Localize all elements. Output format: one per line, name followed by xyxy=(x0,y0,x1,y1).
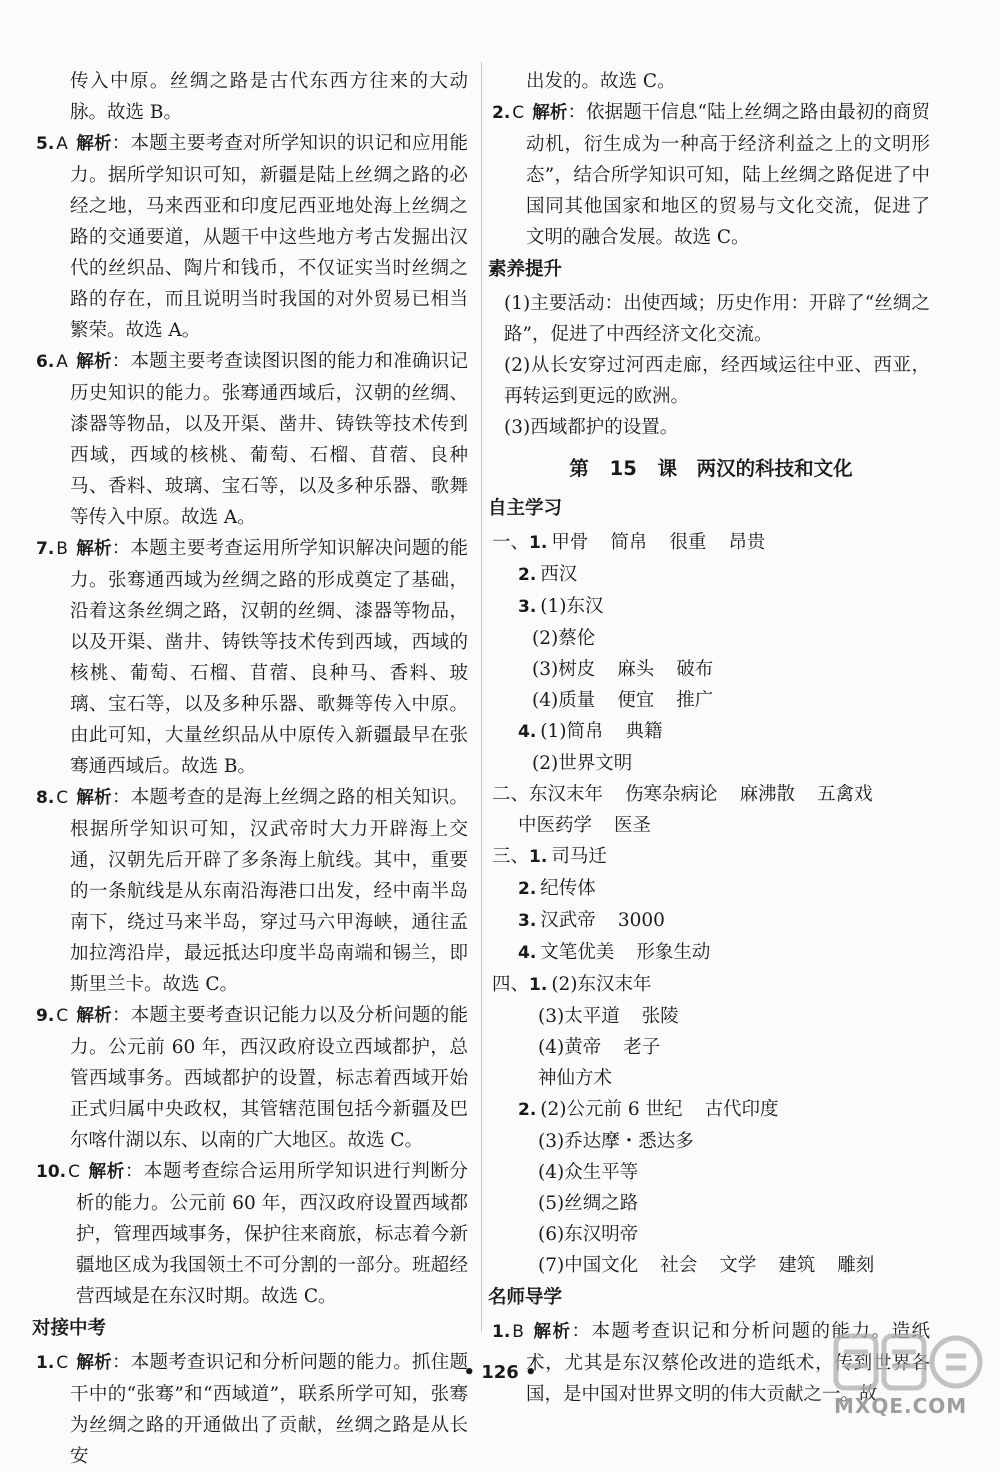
answer-row: 4. 文笔优美 形象生动 xyxy=(518,942,711,963)
answer-row: (4)众生平等 xyxy=(538,1162,639,1183)
section-heading-literacy: 素养提升 xyxy=(488,259,563,280)
page-number: • 126 • xyxy=(463,1362,537,1383)
answer-row: 三、1. 司马迁 xyxy=(492,846,607,867)
answer-item: 2. C 解析：依据题干信息“陆上丝绸之路由最初的商贸动机，衍生成为一种高于经济利益之上的文明形态”，结合所学知识可知，陆上丝绸之路促进了中国同其他国家和地区的贸易与文化交流，促进了文明的融合发展。故选 C。 xyxy=(492,102,931,248)
answer-row: (6)东汉明帝 xyxy=(538,1224,639,1245)
continued-text: 出发的。故选 C。 xyxy=(526,71,676,92)
answer-row: 一、1. 甲骨 简帛 很重 昂贵 xyxy=(492,532,766,553)
section-heading-self-study: 自主学习 xyxy=(488,498,563,519)
answer-row: (7)中国文化 社会 文学 建筑 雕刻 xyxy=(538,1255,875,1276)
answer-row: (5)丝绸之路 xyxy=(538,1193,639,1214)
answer-item: 10. C 解析：本题考查综合运用所学知识进行判断分析的能力。公元前 60 年，西汉政府设置西域都护，管理西域事务，保护往来商旅，标志着今新疆地区成为我国领土不可分割的一部分。班超经营西域是在东汉时期。故选 C。 xyxy=(36,1161,469,1307)
answer-row: (3)太平道 张陵 xyxy=(538,1006,679,1027)
section-heading-teacher-guide: 名师导学 xyxy=(488,1287,563,1308)
answer-row: 3. 汉武帝 3000 xyxy=(518,910,665,931)
answer-row: 2. (2)公元前 6 世纪 古代印度 xyxy=(518,1099,779,1120)
answer-row: 四、1. (2)东汉末年 xyxy=(492,974,652,995)
answer-row: (3)乔达摩・悉达多 xyxy=(538,1131,694,1152)
answer-row: 中医药学 医圣 xyxy=(518,815,652,836)
answer-row: (2)世界文明 xyxy=(532,753,633,774)
answer-row: (2)蔡伦 xyxy=(532,628,596,649)
answer-row: 2. 纪传体 xyxy=(518,878,596,899)
answer-item: 9. C 解析：本题主要考查识记能力以及分析问题的能力。公元前 60 年，西汉政府设立西域都护，总管西域事务。西域都护的设置，标志着西域开始正式归属中央政权，其管辖范围包括今新疆及巴尔喀什湖以东、以南的广大地区。故选 C。 xyxy=(36,1005,468,1151)
literacy-answer: (3)西域都护的设置。 xyxy=(504,417,679,438)
answer-item: 1. C 解析：本题考查识记和分析问题的能力。抓住题干中的“张骞”和“西域道”，联系所学可知，张骞为丝绸之路的开通做出了贡献，丝绸之路是从长安 xyxy=(36,1352,468,1467)
answer-item: 7. B 解析：本题主要考查运用所学知识解决问题的能力。张骞通西域为丝绸之路的形成奠定了基础，沿着这条丝绸之路，汉朝的丝绸、漆器等物品，以及开渠、凿井、铸铁等技术传到西域，西域的核桃、葡萄、石榴、苜蓿、良种马、香料、玻璃、宝石等，以及多种乐器、歌舞等传入中原。由此可知，大量丝织品从中原传入新疆最早在张骞通西域后。故选 B。 xyxy=(36,538,468,777)
watermark-url: MXQE.COM xyxy=(834,1394,968,1418)
answer-row: 2. 西汉 xyxy=(518,564,578,585)
literacy-answer: (2)从长安穿过河西走廊，经西域运往中亚、西亚，再转运到更远的欧洲。 xyxy=(504,355,930,407)
answer-row: 4. (1)简帛 典籍 xyxy=(518,721,663,742)
left-column xyxy=(32,66,469,1472)
answer-item: 5. A 解析：本题主要考查对所学知识的识记和应用能力。据所学知识可知，新疆是陆上丝绸之路的必经之地，马来西亚和印度尼西亚地处海上丝绸之路的交通要道，从题干中这些地方考古发掘出汉代的丝织品、陶片和钱币，不仅证实当时丝绸之路的存在，而且说明当时我国的对外贸易已相当繁荣。故选 A。 xyxy=(36,133,468,341)
answer-row: (4)质量 便宜 推广 xyxy=(532,690,714,711)
section-heading-exam: 对接中考 xyxy=(32,1318,107,1339)
self-study-answers xyxy=(492,527,930,1281)
answer-row: 二、东汉末年 伤寒杂病论 麻沸散 五禽戏 xyxy=(492,784,873,805)
literacy-answer: (1)主要活动：出使西域；历史作用：开辟了“丝绸之路”，促进了中西经济文化交流。 xyxy=(504,293,930,345)
continued-text: 传入中原。丝绸之路是古代东西方往来的大动脉。故选 B。 xyxy=(70,71,468,123)
answer-item: 1. B 解析：本题考查识记和分析问题的能力。造纸术，尤其是东汉蔡伦改进的造纸术，传到世界各国，是中国对世界文明的伟大贡献之一。故 xyxy=(492,1321,930,1405)
answer-row: 神仙方术 xyxy=(538,1068,613,1089)
answer-row: (4)黄帝 老子 xyxy=(538,1037,661,1058)
column-divider xyxy=(481,62,482,1332)
lesson-title: 第 15 课 两汉的科技和文化 xyxy=(569,457,853,480)
answer-list-1 xyxy=(36,128,468,1312)
answer-row: (3)树皮 麻头 破布 xyxy=(532,659,714,680)
answer-item: 6. A 解析：本题主要考查读图识图的能力和准确识记历史知识的能力。张骞通西域后，汉朝的丝绸、漆器等物品，以及开渠、凿井、铸铁等技术传到西域，西域的核桃、葡萄、石榴、苜蓿、良种马、香料、玻璃、宝石等，以及多种乐器、歌舞等传入中原。故选 A。 xyxy=(36,351,468,528)
right-column xyxy=(488,66,931,1410)
answer-item: 8. C 解析：本题考查的是海上丝绸之路的相关知识。根据所学知识可知，汉武帝时大力开辟海上交通，汉朝先后开辟了多条海上航线。其中，重要的一条航线是从东南沿海港口出发，经中南半岛南下，绕过马来半岛，穿过马六甲海峡，通往孟加拉湾沿岸，最远抵达印度半岛南端和锡兰，即斯里兰卡。故选 C。 xyxy=(36,787,468,995)
answer-row: 3. (1)东汉 xyxy=(518,596,604,617)
